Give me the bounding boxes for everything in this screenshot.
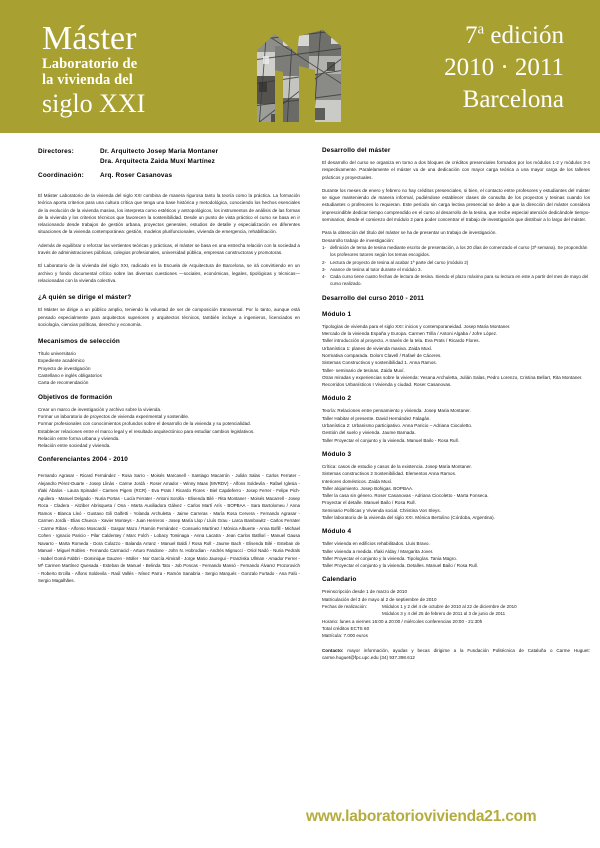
list-item: Taller la casa sin género. Roser Casanovas - Adriana Ciocoletto - Marta Fonseca.	[322, 493, 489, 499]
list-item: Establecer relaciones entre el marco legal y el resultado arquitectónico para estudiar cambios legislativos.	[38, 428, 255, 434]
speakers-list: Fernando Agrasar - Ricard Fernández - Rosa Sarro - Moisés Marcanell - Santiago Macarrón - Julián Salas - Carlos Ferrater - Alejandro Pérez-Duarte - Josep Llinàs - Carme Jordà - Roser Amador - Winny Maas (MVRDV) - Alfons Soldevila - Rafael Iglesia - Iñaki Ábalos - Laura Spinadel - Carmen Pigem (RCR) - Eva Prats / Ricardo Flores - Biel Capdeferro - Josep Ferrer - Felipe Pich-Aguilera - Manuel Delgado - Nuria Portas - Lucía Ferrater - Antoni Sorolla - Elisenda Bilé - Rita Montaner - Moisés Macarrell - Josep Roca - Cladera - Aitziber Abrisqueta / Ona - Marta Auxiliadora Gálvez - Carlos Martí Arís - BOPBAA - Sara Bartolomeu / Anna Ramos - Blanca Lleó - Gustavo Gili Galfetti - Yolanda Archuletta - Jaime Carreras - María Rosa Cervera - Fernando Agrasar - Carmen Jordà - Elias Chueca - Xavier Monteys - Juan Herreros - Josep María Llop / Lluís Grau - Larca Bambowitz - Carlos Ferrater - Carme Ribas - Alfonso Moscardó - Gaspar Mazo / Ramón Fernández - Consuelo Martínez / Mónica Albuerte - Anna Bofill - Michael Cohen - Ignacio Paricio - Pilar Caldentey / Marc Folch - Lobacy Tominaga - Anna Lacatra - Jean Carlos Batllori - Manuel Gausa Navarro - Marta Romeda - Dora Colazzo - Balanda Arranz - Manuel Baldi / Rosa Roll - Jaume Bach - Elisenda Bilé - Esteban de Manuel - Miguel Robles - Fernando Carmacid - Arturo Fandone - John N. Hobrodian - Andrés Mignucci - Oriol Nadó - Nuria Pedrals - Isabel Gomá Fabbri - Dominique Gauzen - Müller - Nor García Almirall - Jorge Mario Jauregui - Franziska Ullman - Amador Ferrer - Mª Carmen Martínez Quesada - Esteban de Manuel - Belinda Tato - Job Poncas - Fernando Mansó - Fernando Álvarez Prozorovich - Roberto Ercilla - Alfons Soldevila - Raúl Vallés - Nínez Parra - Ramón Sanabria - Sergio Marqués - Gonzalo Furtado - Ana Falú - Sergio Magalhães.	[38, 473, 300, 584]
calendar-dates-value-1: Módulos 1 y 2 del 4 de octubre de 2010 al 22 de diciembre de 2010	[382, 604, 517, 610]
coordination-label: Coordinación:	[38, 172, 84, 179]
list-item: Tipologías de vivienda para el siglo XXI: inicios y contemporaneidad. Josep Maria Montaner.	[322, 323, 511, 329]
objectives-heading: Objetivos de formación	[38, 393, 113, 401]
website-url-link[interactable]: www.laboratoriovivienda21.com	[306, 808, 537, 825]
calendar-dates-label-empty	[322, 610, 382, 617]
numbered-item	[322, 266, 590, 273]
list-item: Taller Proyectar el conjunto y la vivienda. Tipologías. Tania Magro.	[322, 555, 458, 561]
list-item: Título universitario	[38, 351, 76, 357]
calendar-dates-label: Fechas de realización:	[322, 604, 368, 610]
list-item: Recorridos Urbanísticos I Vivienda y ciudad. Roser Casanovas.	[322, 382, 452, 388]
calendar-line: Total créditos ECTS 60	[322, 626, 370, 632]
numbered-item	[322, 259, 590, 266]
list-item: Interiores domésticos. Zaida Muxí.	[322, 478, 393, 484]
list-item: Taller vivienda en edificios rehabilitados. Lluis Bravo.	[322, 541, 430, 547]
list-item: Castellano e inglés obligatorios	[38, 373, 102, 379]
list-item: Crítica: casos de estudio y casos de la existencia. Josep Maria Montaner.	[322, 463, 472, 469]
calendar-line: Matriculación del 3 de mayo al 2 de septiembre de 2010	[322, 596, 437, 602]
development-paragraph-2: Durante los meses de enero y febrero no hay créditos presenciales, si bien, el contacto entre profesores y estudiantes del máster se sigue manteniendo de manera informal, pudiéndose establecer clases de consulta de los proyectos y tesinas cuando los estudiantes o profesores lo requieran. Este período sin carga lectiva presencial se debe a que la dirección del máster considera imprescindible dedicar tiempo comprendido en el curso al desarrollo de la tesina, que recibe especial atención dedicándole tiempo-seminarios, desde el comienzo del módulo 2 para poder concentrar el trabajo de investigación que distribuir a lo largo del máster.	[322, 187, 590, 223]
coordination-row	[38, 171, 300, 181]
item-text: definición de tema de tesina mediante escrito de presentación, a los 20 días de comenzado el curso (3ª semana). Se propondrán los profesores tutores según los temas escogidos.	[330, 244, 588, 258]
page-header-band	[0, 0, 600, 133]
left-column	[38, 147, 300, 585]
selection-list	[38, 350, 300, 386]
calendar-line: Preinscripción desde 1 de marzo de 2010	[322, 589, 407, 595]
intro-paragraph-3: El Laboratorio de la vivienda del siglo XXI, radicado en la Escuela de Arquitectura de Barcelona, se irá convirtiendo en un archivo y fondo documental crítico sobre las diversas cuestiones —sociales, económicas, legales, tipológicas y técnicas— relacionadas con la vivienda colectiva.	[38, 263, 300, 283]
directors-block	[38, 147, 300, 167]
list-item: Taller Habitar el presente. David Hernández Falagán.	[322, 415, 431, 421]
item-number: 3-	[322, 266, 327, 272]
list-item: Mercado de la vivienda España y Europa. Carmen Trilla / Antoni Algaba / Jofre López.	[322, 331, 498, 337]
list-item: Taller- seminario de tesinas. Zaida Muxí.	[322, 367, 405, 373]
list-item: Taller alojamiento. Josep Bohigas. BOPBAA.	[322, 485, 414, 491]
module-2-title: Módulo 2	[322, 395, 352, 403]
list-item: Proyecto de investigación	[38, 365, 91, 371]
list-item: Formar un laboratorio de proyectos de vivienda experimental y sostenible.	[38, 413, 190, 419]
calendar-dates-row-2	[322, 610, 590, 617]
development-paragraph-1: El desarrollo del curso se organiza en torno a dos bloques de créditos presenciales formados por los módulos 1-2 y módulos 3-4 respectivamente. Paralelamente el máster va de una dedicación con mayor carga teórica a una mayor carga de los talleres prácticos y proyectuales.	[322, 160, 590, 180]
module-2-items	[322, 407, 590, 443]
list-item: Urbanística 1: planes de vivienda masiva. Zaida Muxí.	[322, 345, 433, 351]
module-4-items	[322, 540, 590, 569]
module-1-items	[322, 323, 590, 389]
list-item: Taller vivienda a medida. Iñaki Alday / Margarita Jover.	[322, 548, 434, 554]
coordination-value: Arq. Roser Casanovas	[100, 172, 173, 179]
item-text: Lectura de proyecto de tesina al acabar 1ª parte del curso (módulo 2)	[330, 259, 469, 265]
speakers-heading: Conferenciantes 2004 - 2010	[38, 456, 129, 464]
brand-subtitle-line-1: Laboratorio de	[42, 56, 138, 72]
item-number: 4-	[322, 274, 327, 280]
module-3-title: Módulo 3	[322, 450, 352, 458]
item-text: Cada curso tiene cuatro fechas de lectura de tesina. Siendo el plazo máximo para su lectura en este a partir del mes de mayo del curso realizado.	[330, 274, 589, 287]
list-item: Taller Proyectar el conjunto y la vivienda. Manuel Bailo - Rosa Rull.	[322, 437, 460, 443]
edition-ordinal: a	[477, 21, 485, 38]
list-item: Carta de recomendación	[38, 380, 89, 386]
contact-label: Contacto:	[322, 647, 344, 653]
item-number: 2-	[322, 259, 327, 265]
list-item: Sistemas constructivos 2 Sostenibilidad. Elementos Anna Ramos.	[322, 471, 457, 477]
edition-word: edición	[484, 22, 564, 49]
directors-label-empty	[38, 157, 100, 167]
edition-block	[444, 20, 564, 116]
intro-paragraph-2: Además de equilibrar o reforzar las vertientes teóricas y prácticas, el máster se basa en una estrecha relación con la sociedad a través de administraciones públicas, colegios profesionales, universidad pública, empresas constructoras y promotoras.	[38, 242, 300, 256]
audience-heading: ¿A quién se dirige el máster?	[38, 294, 132, 302]
list-item: Otras miradas y experiencias sobre la vivienda: Yesana Archuletta, Julián Salas, Pedro Lorenzo, Cristina Bellart, Rita Montaner.	[322, 374, 583, 380]
right-column	[322, 147, 590, 667]
brand-subtitle-line-2: la vivienda del	[42, 72, 133, 88]
list-item: Sistemas Constructivos y sostenibilidad 1. Anna Ramos.	[322, 360, 438, 366]
list-item: Relación entre sociedad y vivienda.	[38, 443, 111, 449]
m-monogram-logo	[253, 26, 345, 127]
selection-heading: Mecanismos de selección	[38, 338, 120, 346]
calendar-line: Horario: lunes a viernes 16:00 a 20:00 / miércoles conferencias 20:00 - 21:30h	[322, 618, 483, 624]
contact-text: mayor información, ayudas y becas dirigirse a la Fundación Politécnica de Cataluña o Carme Huguet: carme.huguet@fpc.upc.edu (34) 937.398.612	[322, 647, 590, 661]
list-item: Normativa comparada. Dolors Clavell / Rafael de Cáceres.	[322, 352, 442, 358]
objectives-list	[38, 406, 300, 450]
list-item: Crear un marco de investigación y archivo sobre la vivienda.	[38, 406, 162, 412]
intro-paragraph-1: El Máster Laboratorio de la vivienda del siglo XXI combina de manera rigurosa tanto la teoría como la práctica. La formación teórica aporta criterios para una cultura crítica que tenga una base histórica y metodológica, conociendo los hechos esenciales de la evolución de la vivienda masiva, los interpreta como estéticos y antropológicos, los instrumentos de análisis de las formas de la vivienda y los criterios técnicos que favorecen la sostenibilidad. Desde un punto de vista práctico el curso se basa en ir relacionando desde trabajos de gestión urbana, proyectos generales, estudios de detalle y especialización en diferentes situaciones de la vivienda contemporánea: gestión, modelos plurifuncionales, vivienda de emergencia, rehabilitación.	[38, 193, 300, 235]
director-name-2: Dra. Arquitecta Zaida Muxí Martínez	[100, 158, 216, 165]
page-body	[0, 133, 600, 848]
list-item: Urbanística 2: Urbanismo participativo. Anna Paricio – Adriana Ciocoletto.	[322, 423, 473, 429]
edition-line	[444, 20, 564, 52]
contact-paragraph	[322, 647, 590, 662]
list-item: Formar profesionales con conocimientos profundos sobre el desarrollo de la vivienda y su potencialidad.	[38, 421, 252, 427]
calendar-block	[322, 588, 590, 639]
directors-row-1	[38, 147, 300, 157]
numbered-item	[322, 273, 590, 288]
item-number: 1-	[322, 244, 327, 250]
calendar-dates-row-1	[322, 603, 590, 610]
numbered-item	[322, 244, 590, 259]
development-heading: Desarrollo del máster	[322, 147, 391, 154]
coordination-block	[38, 171, 300, 181]
list-item: Proyectar el detalle. Manuel Bailo / Rosa Rull.	[322, 500, 416, 506]
calendar-line: Matrícula: 7.000 euros	[322, 633, 368, 639]
brand-title: Máster	[42, 20, 137, 57]
list-item: Expediente académico	[38, 358, 85, 364]
brand-block	[42, 22, 145, 119]
edition-city: Barcelona	[462, 86, 564, 113]
module-3-items	[322, 463, 590, 521]
director-name-1: Dr. Arquitecto Josep Maria Montaner	[100, 148, 219, 155]
calendar-heading: Calendario	[322, 576, 357, 584]
list-item: Teoría: Relaciones entre pensamiento y vivienda. Josep Maria Montaner.	[322, 408, 471, 414]
list-item: Relación entre forma urbana y vivienda.	[38, 435, 120, 441]
directors-label: Directores:	[38, 148, 74, 155]
list-item: Taller introducción al proyecto. A través de la tela. Eva Prats / Ricardo Flores.	[322, 338, 480, 344]
edition-number: 7	[464, 22, 478, 49]
directors-row-2	[38, 157, 300, 167]
list-item: Seminario Políticas y Vivienda social. Christina Von Sleys.	[322, 507, 441, 513]
thesis-steps-list	[322, 244, 590, 288]
audience-paragraph: El Máster se dirige a un público amplio, teniendo la voluntad de ser de composición transversal. Por lo tanto, aunque está pensado especialmente para arquitectos superiores y arquitectos técnicos, también incluye a ingenieros, licenciados en sociología, ciencias políticas, derecho y economía.	[38, 307, 300, 327]
edition-years: 2010 · 2011	[444, 54, 564, 81]
thesis-label: Desarrollo trabajo de investigación:	[322, 237, 395, 243]
module-4-title: Módulo 4	[322, 528, 352, 536]
brand-subtitle-line-3: siglo XXI	[42, 89, 146, 118]
thesis-intro: Para la obtención del título del máster se ha de presentar un trabajo de investigación.	[322, 230, 497, 236]
item-text: Avance de tesina al tutor durante el módulo 3.	[330, 266, 422, 272]
list-item: Gestión del suelo y vivienda. Jaume Barnada.	[322, 430, 416, 436]
calendar-dates-value-2: Módulos 3 y 4 del 25 de febrero de 2011 al 3 de junio de 2011	[382, 611, 506, 617]
list-item: Taller laboratorio de la vivienda del siglo XXI. Mónica Bertolino (Córdoba, Argentina).	[322, 514, 495, 520]
module-1-title: Módulo 1	[322, 310, 352, 318]
two-column-layout	[38, 147, 590, 667]
course-development-heading: Desarrollo del curso 2010 - 2011	[322, 294, 425, 302]
list-item: Taller Proyectar el conjunto y la vivienda. Detalles. Manuel Bailo / Rosa Rull.	[322, 563, 479, 569]
